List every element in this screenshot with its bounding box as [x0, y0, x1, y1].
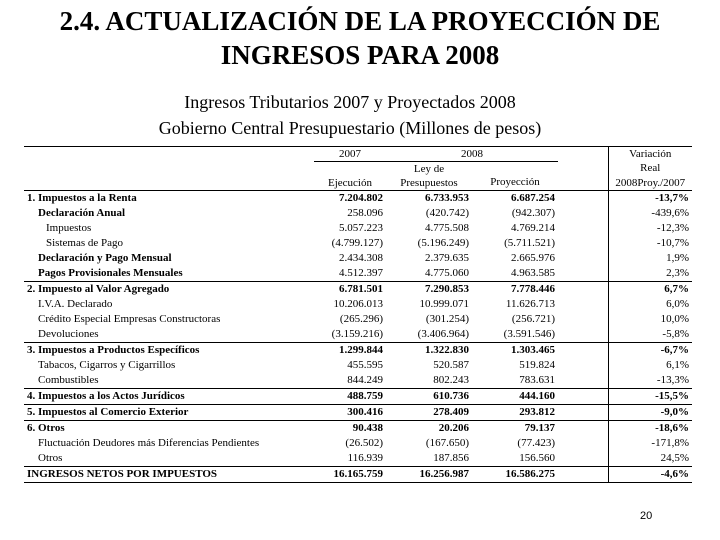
row-label: 5. Impuestos al Comercio Exterior — [24, 405, 314, 421]
header-variation-3: 2008Proy./2007 — [608, 176, 692, 191]
header-variation-1: Variación — [608, 147, 692, 162]
spacer — [558, 327, 608, 343]
cell-ley-presupuestos-2008: (3.406.964) — [417, 328, 469, 340]
table-row — [24, 421, 692, 437]
table-row — [24, 436, 692, 451]
cell-variacion-real: 24,5% — [608, 451, 692, 467]
spacer — [558, 282, 608, 298]
cell-variacion-real: -4,6% — [608, 467, 692, 483]
cell-proyeccion-2008: 7.778.446 — [472, 282, 558, 298]
table-row — [24, 236, 692, 251]
cell-proyeccion-2008: 2.665.976 — [511, 252, 555, 264]
row-label: Tabacos, Cigarros y Cigarrillos — [38, 359, 176, 371]
table-row — [24, 221, 692, 236]
subtitle-line-2: Gobierno Central Presupuestario (Millones de pesos) — [158, 118, 542, 138]
spacer — [558, 343, 608, 359]
spacer — [558, 467, 608, 483]
header-ley-1: Ley de — [413, 162, 445, 175]
cell-ejecucion-2007: 4.512.397 — [339, 267, 383, 279]
cell-ley-presupuestos-2008: 187.856 — [433, 452, 469, 464]
cell-ejecucion-2007: (3.159.216) — [331, 328, 383, 340]
table-row — [24, 312, 692, 327]
row-label: Declaración Anual — [38, 207, 126, 219]
cell-proyeccion-2008: (3.591.546) — [503, 328, 555, 340]
spacer — [558, 236, 608, 251]
cell-variacion-real: -13,3% — [608, 373, 692, 389]
cell-proyeccion-2008: 156.560 — [519, 452, 555, 464]
cell-variacion-real: 6,1% — [608, 358, 692, 373]
revenue-table — [24, 146, 692, 483]
cell-variacion-real: -10,7% — [608, 236, 692, 251]
cell-proyeccion-2008: 16.586.275 — [472, 467, 558, 483]
cell-ejecucion-2007: 2.434.308 — [339, 252, 383, 264]
cell-ejecucion-2007: 844.249 — [347, 374, 383, 386]
cell-ley-presupuestos-2008: (5.196.249) — [417, 237, 469, 249]
cell-ley-presupuestos-2008: 10.999.071 — [419, 298, 469, 310]
spacer — [558, 221, 608, 236]
spacer — [558, 251, 608, 266]
row-label: 2. Impuesto al Valor Agregado — [24, 282, 314, 298]
table-row — [24, 282, 692, 298]
cell-variacion-real: -12,3% — [608, 221, 692, 236]
table-row — [24, 206, 692, 221]
cell-ejecucion-2007: (26.502) — [345, 437, 383, 449]
cell-variacion-real: 6,7% — [608, 282, 692, 298]
cell-proyeccion-2008: 293.812 — [472, 405, 558, 421]
row-label: Fluctuación Deudores más Diferencias Pendientes — [38, 437, 260, 449]
cell-ejecucion-2007: 5.057.223 — [339, 222, 383, 234]
cell-ejecucion-2007: 116.939 — [347, 452, 383, 464]
cell-ley-presupuestos-2008: 20.206 — [386, 421, 472, 437]
cell-ejecucion-2007: (4.799.127) — [331, 237, 383, 249]
cell-variacion-real: -439,6% — [608, 206, 692, 221]
row-label: Declaración y Pago Mensual — [38, 252, 172, 264]
table-row — [24, 297, 692, 312]
spacer — [558, 297, 608, 312]
row-label: Combustibles — [38, 374, 99, 386]
spacer — [558, 312, 608, 327]
cell-ejecucion-2007: (265.296) — [339, 313, 383, 325]
cell-variacion-real: -18,6% — [608, 421, 692, 437]
title-line-1: 2.4. ACTUALIZACIÓN DE LA PROYECCIÓN DE — [59, 6, 661, 36]
spacer — [558, 358, 608, 373]
cell-proyeccion-2008: 783.631 — [519, 374, 555, 386]
row-label: Devoluciones — [38, 328, 99, 340]
cell-proyeccion-2008: (5.711.521) — [504, 237, 555, 249]
spacer — [558, 405, 608, 421]
cell-variacion-real: -15,5% — [608, 389, 692, 405]
cell-variacion-real: -13,7% — [608, 191, 692, 207]
cell-ley-presupuestos-2008: (167.650) — [425, 437, 469, 449]
cell-variacion-real: 6,0% — [608, 297, 692, 312]
table-row — [24, 373, 692, 389]
cell-proyeccion-2008: 79.137 — [472, 421, 558, 437]
header-ejecucion: Ejecución — [314, 176, 386, 191]
cell-proyeccion-2008: 11.626.713 — [505, 298, 555, 310]
table-row — [24, 405, 692, 421]
spacer — [558, 389, 608, 405]
header-proyeccion: Proyección — [472, 176, 558, 191]
header-2008: 2008 — [386, 147, 558, 162]
cell-ejecucion-2007: 300.416 — [314, 405, 386, 421]
row-label: Sistemas de Pago — [46, 237, 123, 249]
row-label: INGRESOS NETOS POR IMPUESTOS — [24, 467, 314, 483]
cell-ejecucion-2007: 1.299.844 — [314, 343, 386, 359]
row-label: 3. Impuestos a Productos Específicos — [24, 343, 314, 359]
header-ley-2: Presupuestos — [386, 176, 472, 191]
title-line-2: INGRESOS PARA 2008 — [220, 40, 500, 70]
cell-ley-presupuestos-2008: 2.379.635 — [425, 252, 469, 264]
spacer — [558, 373, 608, 389]
cell-ley-presupuestos-2008: 6.733.953 — [425, 192, 469, 204]
table-row — [24, 343, 692, 359]
cell-ley-presupuestos-2008: 4.775.060 — [425, 267, 469, 279]
cell-ejecucion-2007: 90.438 — [314, 421, 386, 437]
row-label: 1. Impuestos a la Renta — [27, 192, 137, 204]
cell-ejecucion-2007: 7.204.802 — [339, 192, 383, 204]
spacer — [558, 421, 608, 437]
cell-proyeccion-2008: (77.423) — [517, 437, 555, 449]
spacer — [558, 436, 608, 451]
cell-proyeccion-2008: 4.963.585 — [511, 267, 555, 279]
cell-ejecucion-2007: 488.759 — [314, 389, 386, 405]
cell-ley-presupuestos-2008: 802.243 — [433, 374, 469, 386]
table-row — [24, 191, 692, 207]
table-row-total — [24, 467, 692, 483]
row-label: Crédito Especial Empresas Constructoras — [38, 313, 221, 325]
header-variation-2: Real — [608, 162, 692, 177]
cell-ley-presupuestos-2008: 16.256.987 — [386, 467, 472, 483]
spacer — [558, 191, 608, 207]
slide-title — [0, 4, 720, 72]
cell-proyeccion-2008: 1.303.465 — [472, 343, 558, 359]
cell-proyeccion-2008: 4.769.214 — [511, 222, 555, 234]
cell-ley-presupuestos-2008: 520.587 — [433, 359, 469, 371]
table-row — [24, 451, 692, 467]
row-label: Otros — [38, 452, 63, 464]
spacer — [558, 451, 608, 467]
cell-variacion-real: -171,8% — [608, 436, 692, 451]
cell-variacion-real: -6,7% — [608, 343, 692, 359]
cell-variacion-real: 10,0% — [608, 312, 692, 327]
cell-ejecucion-2007: 6.781.501 — [314, 282, 386, 298]
cell-proyeccion-2008: 6.687.254 — [511, 192, 555, 204]
cell-ley-presupuestos-2008: (301.254) — [425, 313, 469, 325]
cell-variacion-real: 2,3% — [608, 266, 692, 282]
cell-variacion-real: 1,9% — [608, 251, 692, 266]
cell-ley-presupuestos-2008: 7.290.853 — [386, 282, 472, 298]
table-header — [24, 147, 692, 191]
cell-variacion-real: -9,0% — [608, 405, 692, 421]
row-label: 6. Otros — [24, 421, 314, 437]
table-row — [24, 358, 692, 373]
cell-ley-presupuestos-2008: 610.736 — [386, 389, 472, 405]
table-body — [24, 191, 692, 483]
header-2007: 2007 — [314, 147, 386, 162]
cell-ejecucion-2007: 10.206.013 — [333, 298, 383, 310]
subtitle-line-1: Ingresos Tributarios 2007 y Proyectados 2008 — [184, 92, 516, 112]
row-label: I.V.A. Declarado — [38, 298, 113, 310]
cell-ley-presupuestos-2008: 278.409 — [386, 405, 472, 421]
table-row — [24, 327, 692, 343]
cell-proyeccion-2008: 519.824 — [519, 359, 555, 371]
cell-proyeccion-2008: 444.160 — [472, 389, 558, 405]
cell-variacion-real: -5,8% — [608, 327, 692, 343]
row-label: Impuestos — [46, 222, 92, 234]
row-label: Pagos Provisionales Mensuales — [38, 267, 183, 279]
cell-ejecucion-2007: 258.096 — [347, 207, 383, 219]
cell-ejecucion-2007: 16.165.759 — [314, 467, 386, 483]
cell-ley-presupuestos-2008: 4.775.508 — [425, 222, 469, 234]
row-label: 4. Impuestos a los Actos Jurídicos — [24, 389, 314, 405]
cell-proyeccion-2008: (942.307) — [511, 207, 555, 219]
table-row — [24, 266, 692, 282]
spacer — [558, 266, 608, 282]
spacer — [558, 206, 608, 221]
table-row — [24, 389, 692, 405]
cell-proyeccion-2008: (256.721) — [511, 313, 555, 325]
page-number: 20 — [640, 510, 653, 522]
cell-ley-presupuestos-2008: (420.742) — [425, 207, 469, 219]
cell-ley-presupuestos-2008: 1.322.830 — [386, 343, 472, 359]
table-row — [24, 251, 692, 266]
cell-ejecucion-2007: 455.595 — [347, 359, 383, 371]
